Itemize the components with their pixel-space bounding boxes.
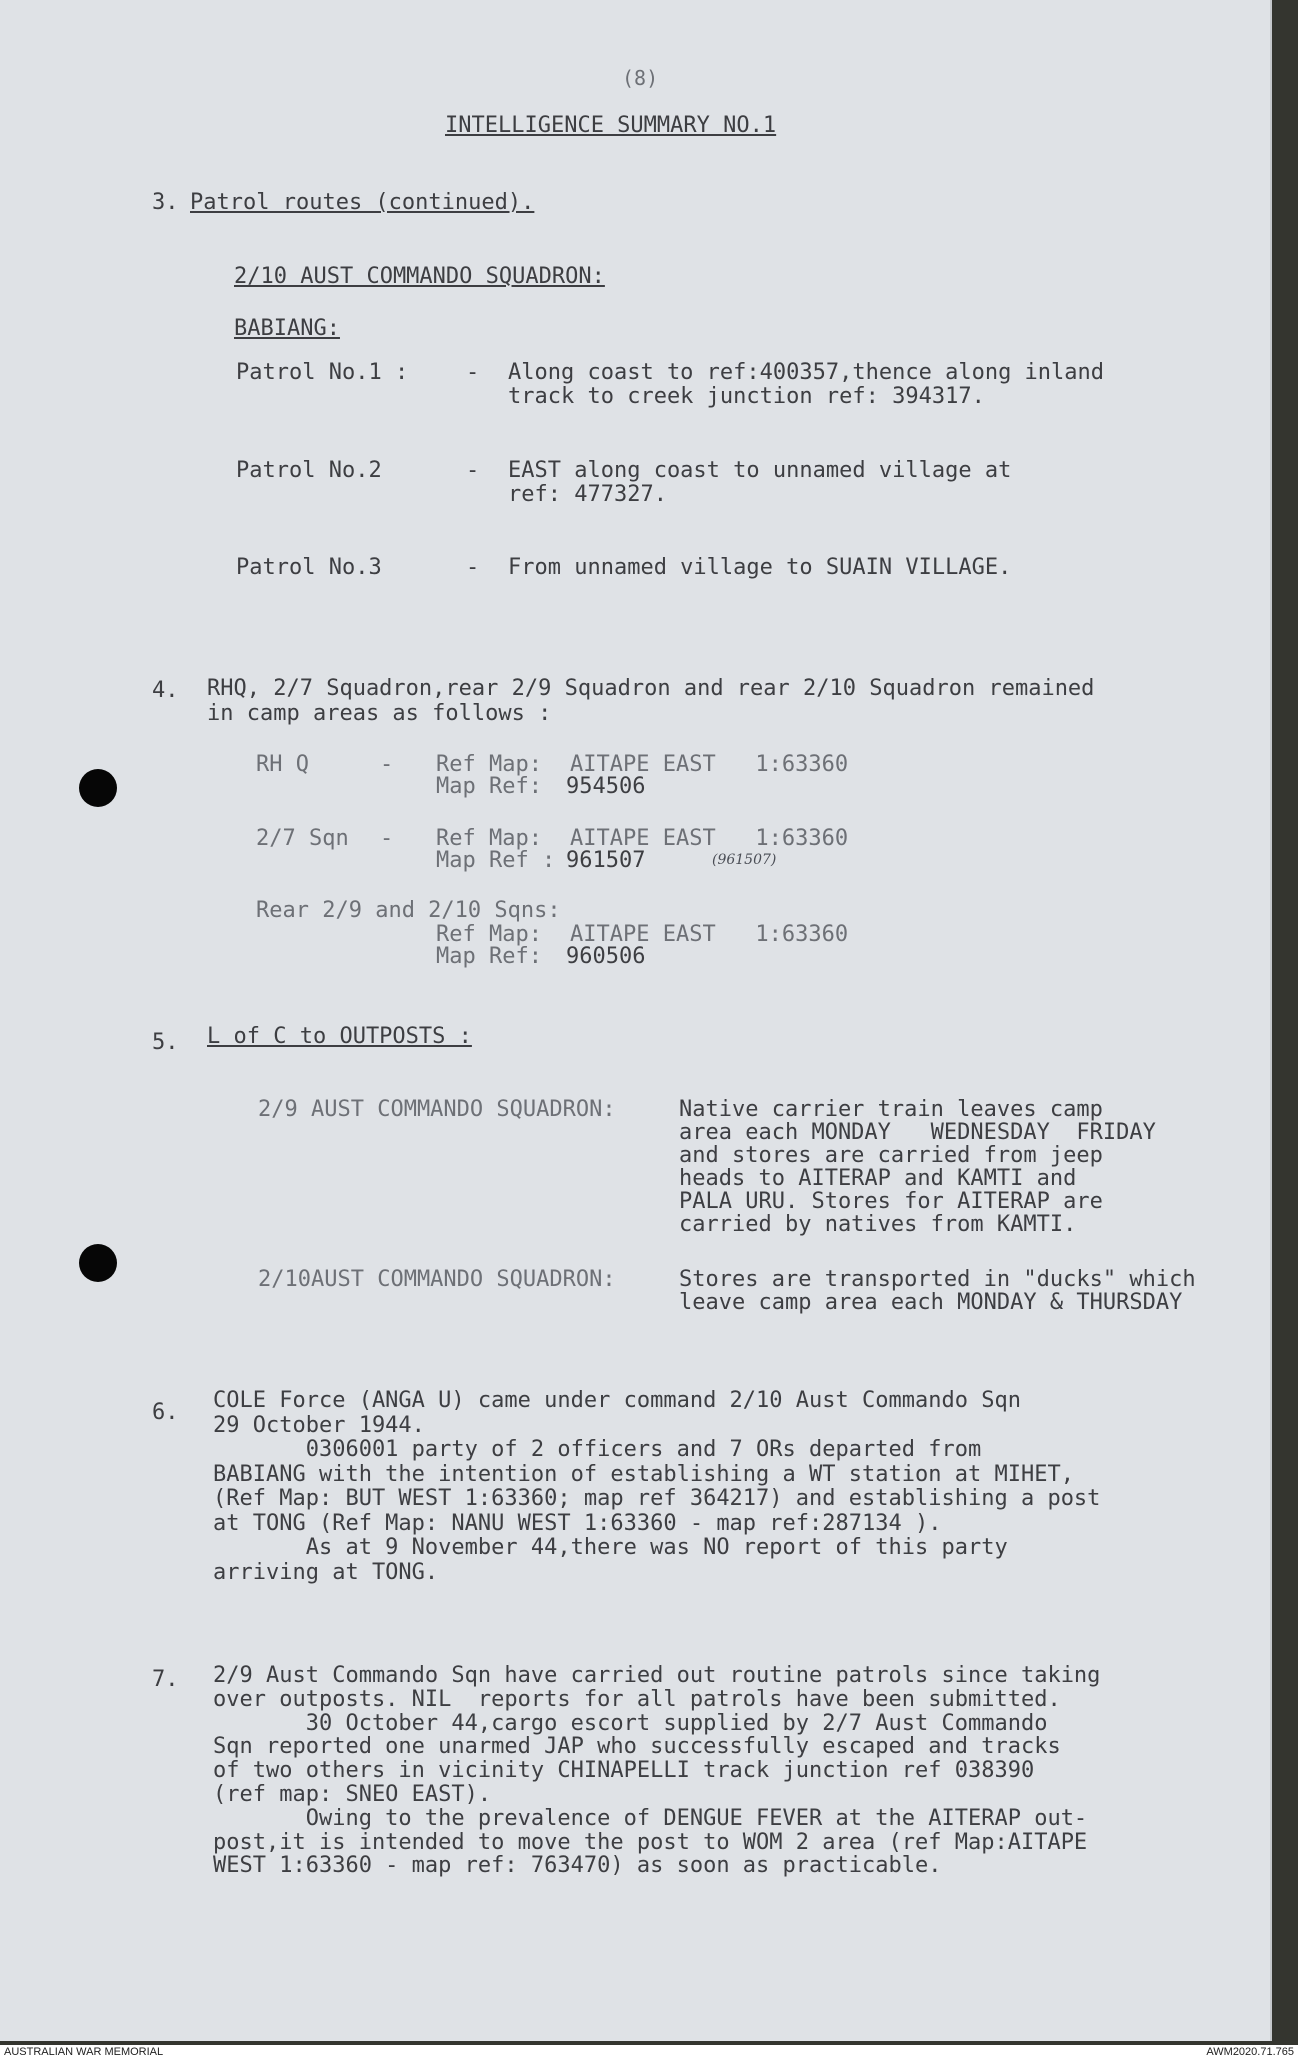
section6-line: BABIANG with the intention of establishing a WT station at MIHET, <box>213 1461 1074 1487</box>
camp-name: RH Q <box>256 752 309 777</box>
section6-line: (Ref Map: BUT WEST 1:63360; map ref 364217) and establishing a post <box>213 1486 1101 1511</box>
punch-hole-bottom <box>79 1244 117 1282</box>
section-4-line-2: in camp areas as follows : <box>207 701 552 726</box>
loc-detail-line: leave camp area each MONDAY & THURSDAY <box>679 1290 1183 1315</box>
punch-hole-top <box>79 769 117 807</box>
patrol-dash: - <box>466 360 480 385</box>
loc-detail-line: PALA URU. Stores for AITERAP are <box>679 1189 1103 1214</box>
section7-line: post,it is intended to move the post to WOM 2 area (ref Map:AITAPE <box>213 1829 1088 1855</box>
camp-map-value: 960506 <box>566 944 646 969</box>
loc-unit: 2/9 AUST COMMANDO SQUADRON: <box>258 1097 616 1122</box>
patrol-route-line: From unnamed village to SUAIN VILLAGE. <box>508 555 1012 580</box>
section6-line: at TONG (Ref Map: NANU WEST 1:63360 - map ref:287134 ). <box>213 1510 942 1536</box>
loc-detail-line: Stores are transported in "ducks" which <box>679 1267 1196 1292</box>
section7-line: Owing to the prevalence of DENGUE FEVER at the AITERAP out- <box>213 1805 1088 1831</box>
patrol-route-line: ref: 477327. <box>508 482 667 507</box>
section-3-heading: Patrol routes (continued). <box>190 190 535 215</box>
camp-ref-value: AITAPE EAST 1:63360 <box>570 752 849 777</box>
section7-line: (ref map: SNEO EAST). <box>213 1782 492 1807</box>
loc-detail-line: carried by natives from KAMTI. <box>679 1212 1077 1237</box>
section6-line: As at 9 November 44,there was NO report of this party <box>213 1535 1008 1560</box>
loc-detail-line: and stores are carried from jeep <box>679 1143 1103 1168</box>
section7-line: WEST 1:63360 - map ref: 763470) as soon as practicable. <box>213 1853 942 1879</box>
section-5-number: 5. <box>152 1030 179 1055</box>
handwritten-note: (961507) <box>712 852 777 868</box>
camp-dash: - <box>380 752 394 777</box>
section7-line: Sqn reported one unarmed JAP who successfully escaped and tracks <box>213 1734 1061 1760</box>
section6-line: COLE Force (ANGA U) came under command 2/10 Aust Commando Sqn <box>213 1388 1021 1413</box>
patrol-dash: - <box>466 458 480 483</box>
section-3-number: 3. <box>152 190 179 215</box>
loc-unit: 2/10AUST COMMANDO SQUADRON: <box>258 1267 616 1292</box>
camp-ref-label: Ref Map: <box>436 826 542 851</box>
camp-name: 2/7 Sqn <box>256 826 349 851</box>
section6-line: 29 October 1944. <box>213 1412 425 1438</box>
page-number: (8) <box>622 66 659 90</box>
loc-detail-line: area each MONDAY WEDNESDAY FRIDAY <box>679 1120 1156 1145</box>
patrol-label: Patrol No.2 <box>236 458 382 483</box>
patrol-route-line: EAST along coast to unnamed village at <box>508 458 1012 483</box>
section-3-location: BABIANG: <box>234 316 340 341</box>
camp-map-value: 961507 <box>566 848 646 873</box>
patrol-route-line: Along coast to ref:400357,thence along inland <box>508 360 1105 385</box>
footer-left: AUSTRALIAN WAR MEMORIAL <box>4 2046 164 2058</box>
camp-map-label: Map Ref: <box>436 944 542 969</box>
camp-map-value: 954506 <box>566 774 646 799</box>
patrol-dash: - <box>466 555 480 580</box>
footer-right: AWM2020.71.765 <box>1206 2046 1294 2058</box>
section-4-number: 4. <box>152 678 179 703</box>
camp-map-label: Map Ref: <box>436 774 542 799</box>
section7-line: 30 October 44,cargo escort supplied by 2/7 Aust Commando <box>213 1710 1048 1736</box>
section-6-number: 6. <box>152 1400 179 1425</box>
section7-line: of two others in vicinity CHINAPELLI track junction ref 038390 <box>213 1758 1035 1784</box>
camp-ref-label: Ref Map: <box>436 752 542 777</box>
camp-name: Rear 2/9 and 2/10 Sqns: <box>256 898 561 923</box>
loc-detail-line: heads to AITERAP and KAMTI and <box>679 1166 1077 1191</box>
section6-line: arriving at TONG. <box>213 1559 439 1585</box>
section-7-number: 7. <box>152 1667 179 1692</box>
document-title: INTELLIGENCE SUMMARY NO.1 <box>445 113 777 138</box>
section-3-unit: 2/10 AUST COMMANDO SQUADRON: <box>234 264 605 289</box>
section-5-heading: L of C to OUTPOSTS : <box>207 1024 472 1049</box>
loc-detail-line: Native carrier train leaves camp <box>679 1097 1103 1122</box>
section6-line: 0306001 party of 2 officers and 7 ORs departed from <box>213 1437 982 1462</box>
camp-ref-value: AITAPE EAST 1:63360 <box>570 922 849 947</box>
section7-line: 2/9 Aust Commando Sqn have carried out routine patrols since taking <box>213 1663 1101 1688</box>
camp-dash: - <box>380 826 394 851</box>
patrol-label: Patrol No.1 : <box>236 360 409 385</box>
patrol-label: Patrol No.3 <box>236 555 382 580</box>
patrol-route-line: track to creek junction ref: 394317. <box>508 384 985 409</box>
camp-ref-label: Ref Map: <box>436 922 542 947</box>
section-4-line-1: RHQ, 2/7 Squadron,rear 2/9 Squadron and rear 2/10 Squadron remained <box>207 676 1095 701</box>
section7-line: over outposts. NIL reports for all patrols have been submitted. <box>213 1686 1061 1712</box>
camp-map-label: Map Ref : <box>436 848 556 873</box>
camp-ref-value: AITAPE EAST 1:63360 <box>570 826 849 851</box>
archive-footer <box>0 2045 1298 2061</box>
